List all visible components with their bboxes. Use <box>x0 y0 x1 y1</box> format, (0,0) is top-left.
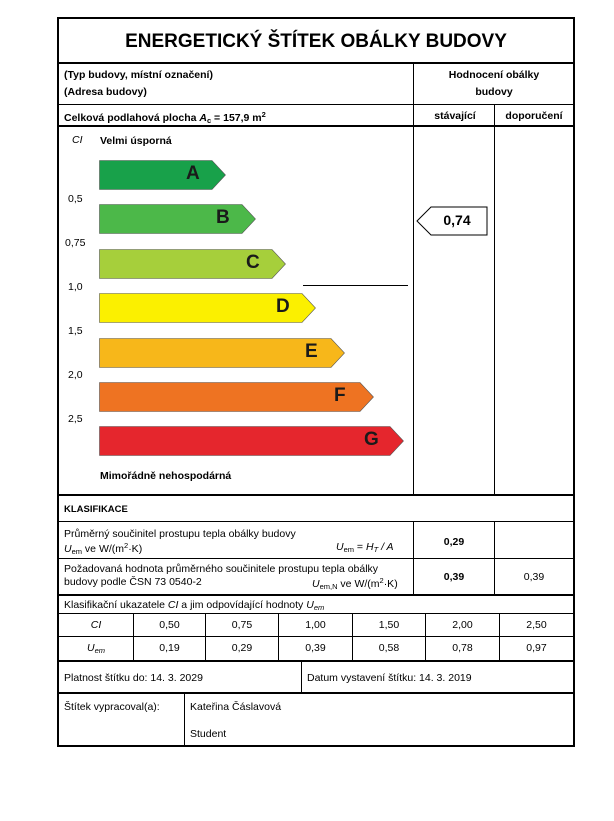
indicator-ci-value: 0,75 <box>231 619 253 631</box>
indicator-ci-value: 1,00 <box>305 619 326 631</box>
energy-class-letter: F <box>334 385 346 406</box>
energy-class-bar-a <box>99 160 226 190</box>
valid-until: Platnost štítku do: 14. 3. 2029 <box>64 672 203 684</box>
building-type: (Typ budovy, místní označení) <box>64 69 213 81</box>
ci-tick: 0,5 <box>68 193 83 205</box>
indicator-u-value: 0,19 <box>159 642 180 654</box>
subheader-divider <box>57 125 575 127</box>
indicator-ci-value: 1,50 <box>378 619 400 631</box>
energy-class-bar-e <box>99 338 345 368</box>
avg-uem-unit: $U_{em}$ ve $W/(m^2\cdot K)$ <box>64 541 143 556</box>
indicator-u-value: 0,29 <box>231 642 253 654</box>
col-recommended: doporučení <box>505 110 563 122</box>
indicator-u-value: 0,97 <box>526 642 547 654</box>
energy-class-letter: A <box>186 163 200 184</box>
indicators-row-divider <box>57 636 575 637</box>
ci-tick: 1,5 <box>68 325 83 337</box>
prepared-by-name: Kateřina Čáslavová <box>190 701 282 713</box>
indicators-heading-divider <box>57 613 575 614</box>
indicator-ci-value: 2,00 <box>452 619 473 631</box>
rating-header-line2: budovy <box>475 86 513 98</box>
classification-divider <box>57 494 575 496</box>
prepared-by-role: Student <box>190 728 227 740</box>
indicators-heading: Klasifikační ukazatele CI a jim odpovídající hodnoty $U_{em}$ <box>64 599 325 612</box>
indicator-u-value: 0,78 <box>452 642 473 654</box>
indicator-u-value: 0,39 <box>305 642 326 654</box>
energy-class-letter: B <box>216 207 230 228</box>
floor-area: Celková podlahová plocha $A_c = 157,9$ $m^2$ <box>64 110 266 125</box>
req-uem-description: Požadovaná hodnota průměrného součinitele prostupu tepla obálky <box>64 563 379 575</box>
classification-heading: KLASIFIKACE <box>64 504 128 515</box>
ci-tick: 0,75 <box>65 237 86 249</box>
energy-class-letter: G <box>364 429 379 450</box>
avg-row-divider <box>57 558 575 559</box>
ci-tick: 2,5 <box>68 413 83 425</box>
req-uem-current: 0,39 <box>443 571 465 583</box>
avg-uem-current: 0,29 <box>443 536 465 548</box>
page-title: ENERGETICKÝ ŠTÍTEK OBÁLKY BUDOVY <box>125 31 507 52</box>
header-divider <box>57 104 575 105</box>
avg-uem-formula: $U_{em} = H_T / A$ <box>336 541 394 554</box>
scale-top-label: Velmi úsporná <box>100 135 172 147</box>
energy-class-bar-b <box>99 204 256 234</box>
col-divider-main <box>413 63 414 495</box>
req-uem-standard: budovy podle ČSN 73 0540-2 <box>64 576 202 588</box>
energy-class-letter: D <box>276 296 290 317</box>
issued-date: Datum vystavení štítku: 14. 3. 2019 <box>307 672 472 684</box>
col-current: stávající <box>434 110 476 122</box>
indicator-u-label: $U_{em}$ <box>86 642 105 655</box>
indicator-u-value: 0,58 <box>378 642 400 654</box>
col-divider-right <box>494 104 495 495</box>
req-uem-unit: $U_{em,N}$ ve $W/(m^2\cdot K)$ <box>312 576 398 591</box>
avg-uem-description: Průměrný součinitel prostupu tepla obálky budovy <box>64 528 296 540</box>
ci-tick: 2,0 <box>68 369 83 381</box>
rating-header-line1: Hodnocení obálky <box>448 69 540 81</box>
building-address: (Adresa budovy) <box>64 86 147 98</box>
indicator-ci-label: CI <box>90 619 102 631</box>
reference-line <box>303 285 408 286</box>
ci-tick: 1,0 <box>68 281 83 293</box>
title-divider <box>57 62 575 64</box>
classification-heading-divider <box>57 521 575 522</box>
scale-bottom-label: Mimořádně nehospodárná <box>100 470 232 482</box>
prepared-by-label: Štítek vypracoval(a): <box>64 701 160 713</box>
indicator-ci-value: 0,50 <box>159 619 180 631</box>
indicator-ci-value: 2,50 <box>526 619 547 631</box>
energy-class-bar-c <box>99 249 286 279</box>
indicators-bottom-divider <box>57 660 575 662</box>
energy-class-bar-f <box>99 382 374 412</box>
energy-class-letter: C <box>246 252 260 273</box>
current-value: 0,74 <box>443 212 471 228</box>
frame-bottom <box>57 745 575 747</box>
ci-axis-label: CI <box>72 134 83 146</box>
prepared-col-divider <box>184 694 185 746</box>
energy-class-letter: E <box>305 341 318 362</box>
frame-top <box>57 17 575 19</box>
footer-col-divider <box>301 662 302 693</box>
energy-class-bar-d <box>99 293 316 323</box>
req-uem-recommended: 0,39 <box>523 571 545 583</box>
footer-divider <box>57 692 575 694</box>
energy-class-bar-g <box>99 426 404 456</box>
req-row-divider <box>57 594 575 596</box>
